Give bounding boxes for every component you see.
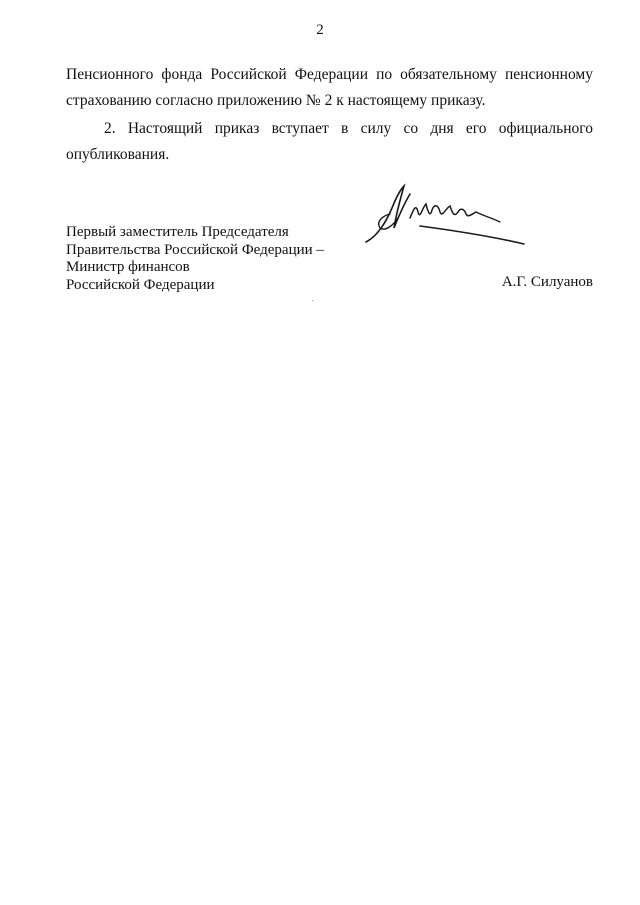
word: со — [403, 120, 419, 137]
word: дня — [430, 120, 454, 137]
handwritten-signature — [360, 178, 530, 250]
word: пенсионному — [504, 66, 593, 83]
paragraph-2-line-2: опубликования. — [66, 146, 170, 163]
word: 2. — [104, 120, 116, 137]
signatory-title-line: Первый заместитель Председателя — [66, 224, 289, 240]
word: вступает — [271, 120, 329, 137]
word: по — [376, 66, 393, 83]
word: приказ — [214, 120, 260, 137]
signatory-name: А.Г. Силуанов — [501, 274, 593, 290]
paragraph-2-line-1 — [104, 120, 593, 138]
signatory-title-line: Правительства Российской Федерации – — [66, 241, 324, 258]
signatory-title-line: Министр финансов — [66, 259, 190, 275]
signatory-title — [66, 224, 324, 294]
scan-speck — [312, 300, 313, 301]
paragraph-1-line-2: страхованию согласно приложению № 2 к настоящему приказу. — [66, 92, 486, 109]
word: в — [341, 120, 349, 137]
word: фонда — [161, 66, 203, 83]
signatory-title-line: Российской Федерации — [66, 276, 215, 293]
word: Настоящий — [127, 120, 203, 137]
word: его — [465, 120, 487, 137]
word: Пенсионного — [66, 66, 154, 83]
word: официального — [498, 120, 593, 137]
page-number: 2 — [316, 22, 324, 38]
word: обязательному — [400, 66, 497, 83]
word: Российской — [210, 66, 287, 83]
word: Федерации — [294, 66, 368, 83]
word: силу — [360, 120, 392, 137]
paragraph-1-line-1 — [66, 66, 593, 84]
